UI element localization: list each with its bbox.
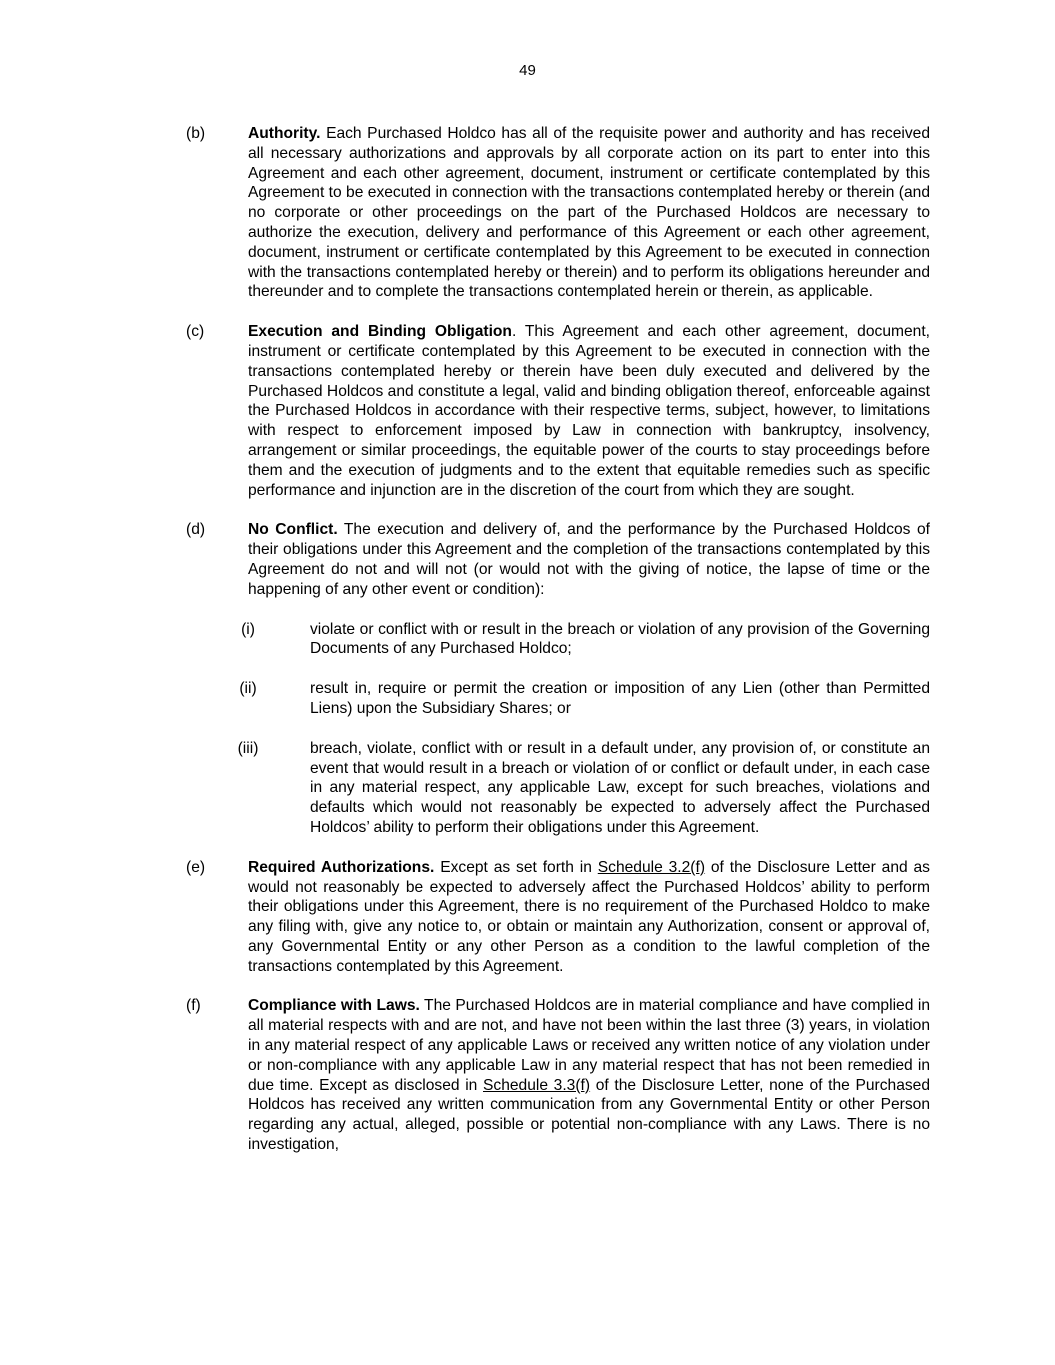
- section-d: [186, 520, 930, 599]
- document-body: [186, 124, 930, 1175]
- section-label: (c): [186, 323, 205, 341]
- section-e: [186, 858, 930, 977]
- section-heading: Required Authorizations.: [248, 858, 435, 876]
- subsection-label: (ii): [239, 680, 257, 698]
- subsection-text: breach, violate, conflict with or result in a default under, any provision of, or constitute an event that would result in a breach or violation of or conflict or default under, in each case in any material respect, any applicable Law, except for such breaches, violations and defaults which would not reasonably be expected to adversely affect the Purchased Holdcos’ ability to perform their obligations under this Agreement.: [310, 739, 930, 836]
- section-heading: Compliance with Laws.: [248, 997, 420, 1015]
- schedule-reference: Schedule 3.3(f): [483, 1076, 591, 1094]
- section-c: [186, 322, 930, 500]
- section-heading: No Conflict.: [248, 521, 338, 539]
- subsection-text: result in, require or permit the creation or imposition of any Lien (other than Permitted Liens) upon the Subsidiary Shares; or: [310, 680, 930, 717]
- subsection-ii: [186, 679, 930, 719]
- schedule-reference: Schedule 3.2(f): [597, 858, 706, 876]
- section-f: [186, 996, 930, 1154]
- page-number: 49: [519, 62, 536, 79]
- subsection-text: violate or conflict with or result in the breach or violation of any provision of the Governing Documents of any Purchased Holdco;: [310, 620, 930, 658]
- section-label: (e): [186, 858, 206, 876]
- subsection-label: (iii): [237, 739, 259, 757]
- section-text: Execution and Binding Obligation. This Agreement and each other agreement, document, instrument or certificate contemplated by this Agreement to be executed in connection with the transactions contemplated hereby or therein have been duly executed and delivered by the Purchased Holdcos and constitute a legal, valid and binding obligation thereof, enforceable against the Purchased Holdcos in accordance with their respective terms, subject, however, to limitations with respect to enforcement imposed by Law in connection with bankruptcy, insolvency, arrangement or similar proceedings, the equitable power of the courts to stay proceedings before them and the execution of judgments and to the extent that equitable remedies such as specific performance and injunction are in the discretion of the court from which they are sought.: [248, 323, 930, 499]
- section-text: Required Authorizations. Except as set forth in Schedule 3.2(f) of the Disclosure Letter and as would not reasonably be expected to adversely affect the Purchased Holdcos’ ability to perform their obligations under this Agreement, there is no requirement of the Purchased Holdco to make any filing with, give any notice to, or obtain or maintain any Authorization, consent or approval of, any Governmental Entity or any other Person as a condition to the lawful completion of the transactions contemplated by this Agreement.: [248, 858, 930, 975]
- section-heading: Execution and Binding Obligation: [248, 323, 512, 341]
- subsection-label: (i): [241, 620, 255, 638]
- section-label: (b): [186, 125, 206, 142]
- section-text: Compliance with Laws. The Purchased Holdcos are in material compliance and have complied in all material respects with and are not, and have not been within the last three (3) years, in violation in any material respect of any applicable Laws or received any written notice of any violation under or non-compliance with any applicable Law in any material respect that has not been remedied in due time. Except as disclosed in Schedule 3.3(f) of the Disclosure Letter, none of the Purchased Holdcos has received any written communication from any Governmental Entity or other Person regarding any actual, alleged, possible or potential non-compliance with any Laws. There is no investigation,: [248, 997, 931, 1154]
- section-text: Authority. Each Purchased Holdco has all of the requisite power and authority and has received all necessary authorizations and approvals by all corporate action on its part to enter into this Agreement and each other agreement, document, instrument or certificate contemplated by this Agreement to be executed in connection with the transactions contemplated hereby or therein (and no corporate or other proceedings on the part of the Purchased Holdcos are necessary to authorize the execution, delivery and performance of this Agreement or each other agreement, document, instrument or certificate contemplated by this Agreement to be executed in connection with the transactions contemplated hereby or therein) and to perform its obligations hereunder and thereunder and to complete the transactions contemplated herein or therein, as applicable.: [248, 125, 930, 301]
- section-label: (f): [186, 997, 201, 1015]
- section-heading: Authority.: [248, 125, 321, 142]
- subsection-iii: [186, 739, 930, 838]
- section-label: (d): [186, 521, 206, 539]
- section-text: No Conflict. The execution and delivery of, and the performance by the Purchased Holdcos of their obligations under this Agreement and the completion of the transactions contemplated by this Agreement do not and will not (or would not with the giving of notice, the lapse of time or the happening of any other event or condition):: [248, 521, 930, 598]
- subsection-i: [186, 620, 930, 660]
- section-b: [186, 124, 930, 302]
